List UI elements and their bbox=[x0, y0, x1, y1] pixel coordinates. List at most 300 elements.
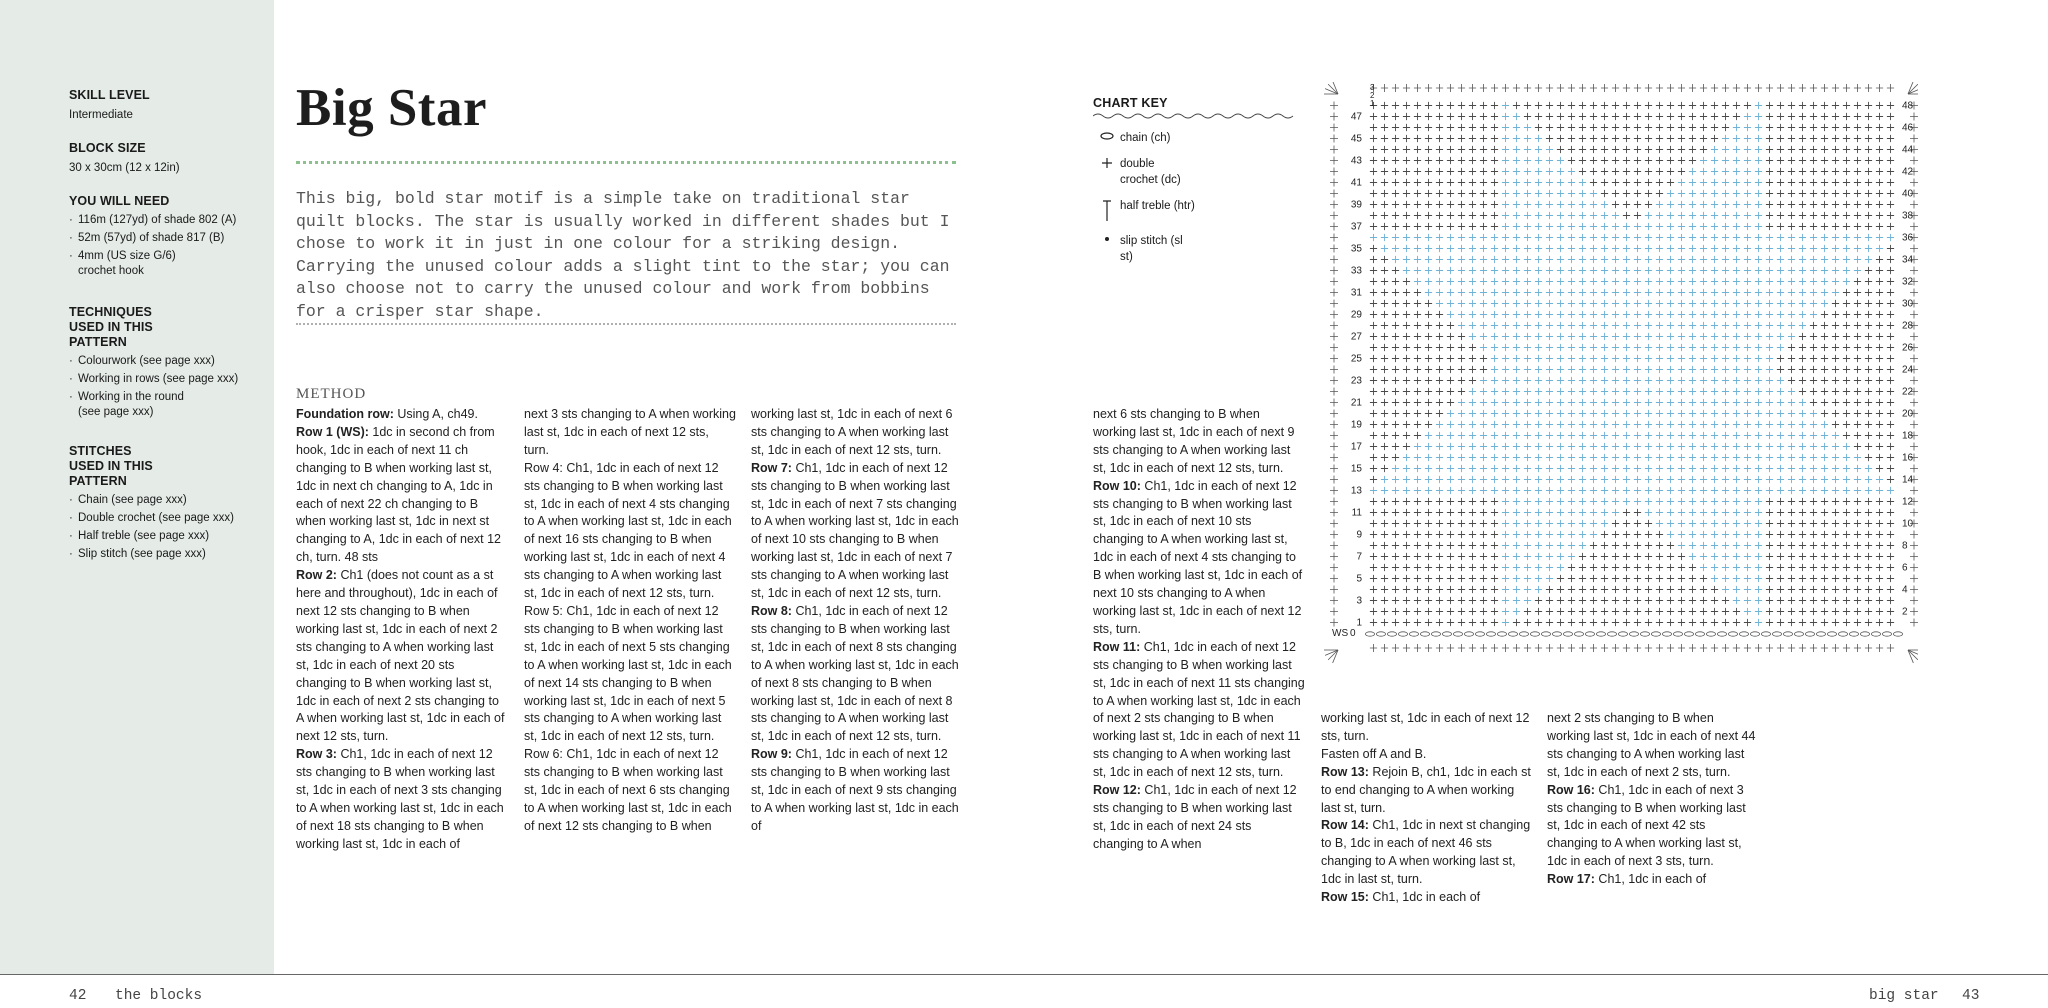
dc-stitch bbox=[1491, 498, 1498, 505]
dc-stitch bbox=[1447, 377, 1454, 384]
dc-stitch bbox=[1711, 135, 1718, 142]
dc-stitch bbox=[1722, 267, 1729, 274]
dc-stitch bbox=[1656, 344, 1663, 351]
dc-stitch bbox=[1678, 432, 1685, 439]
dc-stitch bbox=[1458, 223, 1465, 230]
dc-stitch bbox=[1821, 531, 1828, 538]
dc-stitch bbox=[1744, 410, 1751, 417]
dc-stitch bbox=[1568, 498, 1575, 505]
dc-stitch bbox=[1557, 289, 1564, 296]
dc-stitch bbox=[1513, 311, 1520, 318]
dc-stitch bbox=[1546, 531, 1553, 538]
dc-stitch bbox=[1392, 289, 1399, 296]
dc-stitch bbox=[1755, 465, 1762, 472]
dc-stitch bbox=[1480, 553, 1487, 560]
dc-stitch bbox=[1810, 597, 1817, 604]
dc-stitch bbox=[1370, 509, 1377, 516]
dc-stitch bbox=[1634, 509, 1641, 516]
dc-stitch bbox=[1689, 564, 1696, 571]
border-stitch bbox=[1700, 644, 1707, 652]
dc-stitch bbox=[1854, 542, 1861, 549]
border-stitch bbox=[1910, 586, 1918, 594]
dc-stitch bbox=[1414, 201, 1421, 208]
dc-stitch bbox=[1689, 575, 1696, 582]
dc-stitch bbox=[1755, 542, 1762, 549]
dc-stitch bbox=[1513, 135, 1520, 142]
dc-stitch bbox=[1601, 157, 1608, 164]
dc-stitch bbox=[1744, 157, 1751, 164]
dc-stitch bbox=[1854, 553, 1861, 560]
dc-stitch bbox=[1799, 575, 1806, 582]
dc-stitch bbox=[1513, 179, 1520, 186]
dc-stitch bbox=[1425, 454, 1432, 461]
row-number-left: 45 bbox=[1350, 133, 1362, 145]
dc-stitch bbox=[1865, 377, 1872, 384]
dc-stitch bbox=[1601, 619, 1608, 626]
dc-stitch bbox=[1876, 454, 1883, 461]
dc-stitch bbox=[1887, 366, 1894, 373]
dc-stitch bbox=[1799, 553, 1806, 560]
dc-stitch bbox=[1612, 410, 1619, 417]
dc-stitch bbox=[1623, 300, 1630, 307]
list-item: · 116m (127yd) of shade 802 (A) bbox=[69, 213, 269, 228]
dc-stitch bbox=[1799, 113, 1806, 120]
dc-stitch bbox=[1447, 388, 1454, 395]
dc-stitch bbox=[1557, 223, 1564, 230]
dc-stitch bbox=[1722, 476, 1729, 483]
dc-stitch bbox=[1535, 377, 1542, 384]
dc-stitch bbox=[1887, 234, 1894, 241]
dc-stitch bbox=[1469, 388, 1476, 395]
dc-stitch bbox=[1546, 619, 1553, 626]
dc-stitch bbox=[1843, 542, 1850, 549]
chain-stitch bbox=[1442, 632, 1451, 636]
dc-stitch bbox=[1502, 476, 1509, 483]
border-stitch bbox=[1799, 84, 1806, 92]
dc-stitch bbox=[1722, 157, 1729, 164]
dc-stitch bbox=[1810, 366, 1817, 373]
dc-stitch bbox=[1788, 157, 1795, 164]
dc-stitch bbox=[1887, 256, 1894, 263]
dc-stitch bbox=[1425, 179, 1432, 186]
border-stitch bbox=[1392, 84, 1399, 92]
dc-stitch bbox=[1711, 421, 1718, 428]
border-stitch bbox=[1330, 399, 1338, 407]
dc-stitch bbox=[1865, 124, 1872, 131]
dc-stitch bbox=[1810, 443, 1817, 450]
dc-stitch bbox=[1722, 399, 1729, 406]
dc-stitch bbox=[1590, 443, 1597, 450]
dc-stitch bbox=[1634, 344, 1641, 351]
dc-stitch bbox=[1414, 256, 1421, 263]
dc-stitch bbox=[1601, 344, 1608, 351]
chain-stitch bbox=[1673, 632, 1682, 636]
dc-stitch bbox=[1788, 234, 1795, 241]
dc-stitch bbox=[1436, 564, 1443, 571]
dc-stitch bbox=[1568, 520, 1575, 527]
dc-stitch bbox=[1634, 388, 1641, 395]
dc-stitch bbox=[1843, 344, 1850, 351]
dc-stitch bbox=[1513, 564, 1520, 571]
dc-stitch bbox=[1480, 476, 1487, 483]
dc-stitch bbox=[1689, 608, 1696, 615]
dc-stitch bbox=[1568, 377, 1575, 384]
method-column-3 bbox=[751, 406, 963, 836]
dc-stitch bbox=[1887, 113, 1894, 120]
dc-stitch bbox=[1425, 300, 1432, 307]
dc-stitch bbox=[1887, 157, 1894, 164]
dc-stitch bbox=[1502, 531, 1509, 538]
dc-stitch bbox=[1667, 509, 1674, 516]
dc-stitch bbox=[1876, 344, 1883, 351]
dc-stitch bbox=[1843, 410, 1850, 417]
dc-stitch bbox=[1645, 509, 1652, 516]
dc-stitch bbox=[1414, 311, 1421, 318]
dc-stitch bbox=[1370, 487, 1377, 494]
dc-stitch bbox=[1788, 212, 1795, 219]
dc-stitch bbox=[1755, 564, 1762, 571]
dc-stitch bbox=[1755, 201, 1762, 208]
dc-stitch bbox=[1645, 146, 1652, 153]
dc-stitch bbox=[1865, 113, 1872, 120]
dc-stitch bbox=[1645, 267, 1652, 274]
dc-stitch bbox=[1700, 201, 1707, 208]
dc-stitch bbox=[1821, 289, 1828, 296]
dc-stitch bbox=[1568, 454, 1575, 461]
dc-stitch bbox=[1678, 278, 1685, 285]
dc-stitch bbox=[1700, 157, 1707, 164]
dc-stitch bbox=[1634, 476, 1641, 483]
dc-stitch bbox=[1656, 443, 1663, 450]
dc-stitch bbox=[1788, 465, 1795, 472]
dc-stitch bbox=[1458, 432, 1465, 439]
dc-stitch bbox=[1414, 157, 1421, 164]
dc-stitch bbox=[1502, 278, 1509, 285]
dc-stitch bbox=[1744, 102, 1751, 109]
dc-stitch bbox=[1480, 234, 1487, 241]
dc-stitch bbox=[1601, 366, 1608, 373]
dc-stitch bbox=[1436, 487, 1443, 494]
dc-stitch bbox=[1370, 586, 1377, 593]
dc-stitch bbox=[1832, 322, 1839, 329]
dc-stitch bbox=[1535, 157, 1542, 164]
dc-stitch bbox=[1645, 476, 1652, 483]
key-label: half treble (htr) bbox=[1120, 200, 1195, 212]
dc-stitch bbox=[1832, 498, 1839, 505]
dc-stitch bbox=[1469, 168, 1476, 175]
dc-stitch bbox=[1502, 102, 1509, 109]
dc-stitch bbox=[1678, 146, 1685, 153]
dc-stitch bbox=[1766, 333, 1773, 340]
dc-stitch bbox=[1678, 267, 1685, 274]
dc-stitch bbox=[1392, 487, 1399, 494]
dc-stitch bbox=[1623, 201, 1630, 208]
dc-stitch bbox=[1799, 432, 1806, 439]
dc-stitch bbox=[1458, 190, 1465, 197]
dc-stitch bbox=[1821, 267, 1828, 274]
chain-stitch bbox=[1871, 632, 1880, 636]
row-instructions: Row 6: Ch1, 1dc in each of next 12 sts changing to B when working last st, 1dc in each of next 6 sts changing to A when working last st, 1dc in each of next 12 sts changing to B when bbox=[524, 747, 732, 833]
dc-stitch bbox=[1546, 388, 1553, 395]
dc-stitch bbox=[1810, 421, 1817, 428]
dc-stitch bbox=[1678, 608, 1685, 615]
dc-stitch bbox=[1843, 421, 1850, 428]
dc-stitch bbox=[1458, 465, 1465, 472]
row-instructions: Ch1, 1dc in each of next 12 sts changing to B when working last st, 1dc in each of next 24 sts changing to A when bbox=[1093, 783, 1297, 851]
dc-stitch bbox=[1722, 465, 1729, 472]
dc-stitch bbox=[1788, 509, 1795, 516]
dc-stitch bbox=[1887, 179, 1894, 186]
dc-stitch bbox=[1634, 102, 1641, 109]
dc-stitch bbox=[1821, 124, 1828, 131]
dc-stitch bbox=[1667, 256, 1674, 263]
dc-stitch bbox=[1447, 278, 1454, 285]
dc-stitch bbox=[1502, 366, 1509, 373]
dc-stitch bbox=[1667, 168, 1674, 175]
dc-stitch bbox=[1634, 421, 1641, 428]
dc-stitch bbox=[1623, 190, 1630, 197]
dc-stitch bbox=[1579, 212, 1586, 219]
dc-stitch bbox=[1645, 311, 1652, 318]
row-instructions: 1dc in second ch from hook, 1dc in each of next 11 ch changing to B when working last st, 1dc in next ch changing to A, 1dc in each of next 22 ch changing to B when working last st, 1dc in next st changing to A, 1dc in each of next 12 ch, turn. 48 sts bbox=[296, 424, 502, 565]
dc-stitch bbox=[1744, 564, 1751, 571]
dc-stitch bbox=[1667, 608, 1674, 615]
dc-stitch bbox=[1403, 245, 1410, 252]
border-stitch bbox=[1910, 553, 1918, 561]
dc-stitch bbox=[1843, 201, 1850, 208]
dc-stitch bbox=[1843, 234, 1850, 241]
dc-stitch bbox=[1788, 553, 1795, 560]
dc-stitch bbox=[1502, 399, 1509, 406]
dc-stitch bbox=[1524, 421, 1531, 428]
dc-stitch bbox=[1722, 509, 1729, 516]
dc-stitch bbox=[1590, 531, 1597, 538]
border-stitch bbox=[1330, 377, 1338, 385]
dc-stitch bbox=[1403, 366, 1410, 373]
dc-stitch bbox=[1535, 135, 1542, 142]
dc-stitch bbox=[1755, 322, 1762, 329]
dc-stitch bbox=[1854, 410, 1861, 417]
dc-stitch bbox=[1480, 619, 1487, 626]
dc-stitch bbox=[1513, 124, 1520, 131]
dc-stitch bbox=[1777, 157, 1784, 164]
method-paragraph bbox=[751, 746, 963, 836]
dc-stitch bbox=[1678, 289, 1685, 296]
dc-stitch bbox=[1645, 520, 1652, 527]
chain-stitch bbox=[1431, 632, 1440, 636]
dc-stitch bbox=[1535, 531, 1542, 538]
dc-stitch bbox=[1370, 454, 1377, 461]
dc-stitch bbox=[1480, 135, 1487, 142]
dc-stitch bbox=[1436, 124, 1443, 131]
dc-stitch bbox=[1667, 465, 1674, 472]
dc-stitch bbox=[1557, 245, 1564, 252]
dc-stitch bbox=[1821, 388, 1828, 395]
dc-stitch bbox=[1623, 608, 1630, 615]
dc-stitch bbox=[1678, 476, 1685, 483]
dc-stitch bbox=[1656, 520, 1663, 527]
dc-stitch bbox=[1381, 476, 1388, 483]
dc-stitch bbox=[1689, 465, 1696, 472]
dc-stitch bbox=[1370, 377, 1377, 384]
dc-stitch bbox=[1887, 355, 1894, 362]
dc-stitch bbox=[1414, 322, 1421, 329]
dc-stitch bbox=[1524, 267, 1531, 274]
border-stitch bbox=[1711, 84, 1718, 92]
dc-stitch bbox=[1458, 421, 1465, 428]
dc-stitch bbox=[1480, 465, 1487, 472]
border-stitch bbox=[1623, 644, 1630, 652]
chart-key-heading: CHART KEY bbox=[1093, 96, 1168, 110]
dc-stitch bbox=[1601, 201, 1608, 208]
dc-stitch bbox=[1887, 432, 1894, 439]
border-stitch bbox=[1330, 586, 1338, 594]
dc-stitch bbox=[1744, 421, 1751, 428]
dc-stitch bbox=[1832, 388, 1839, 395]
dc-stitch bbox=[1414, 289, 1421, 296]
dc-stitch bbox=[1557, 333, 1564, 340]
dc-stitch bbox=[1799, 300, 1806, 307]
dc-stitch bbox=[1865, 135, 1872, 142]
dc-stitch bbox=[1711, 311, 1718, 318]
dc-stitch bbox=[1832, 619, 1839, 626]
dc-stitch bbox=[1469, 454, 1476, 461]
dc-stitch bbox=[1645, 410, 1652, 417]
dc-stitch bbox=[1502, 245, 1509, 252]
dc-stitch bbox=[1568, 531, 1575, 538]
dc-stitch bbox=[1788, 608, 1795, 615]
dc-stitch bbox=[1865, 256, 1872, 263]
dc-stitch bbox=[1623, 168, 1630, 175]
dc-stitch bbox=[1502, 410, 1509, 417]
dc-stitch bbox=[1876, 256, 1883, 263]
dc-stitch bbox=[1535, 575, 1542, 582]
border-stitch bbox=[1502, 84, 1509, 92]
dc-stitch bbox=[1854, 531, 1861, 538]
row-number-right: 28 bbox=[1902, 320, 1914, 332]
dc-stitch bbox=[1546, 564, 1553, 571]
dc-stitch bbox=[1887, 333, 1894, 340]
dc-stitch bbox=[1491, 454, 1498, 461]
dc-stitch bbox=[1843, 586, 1850, 593]
dc-stitch bbox=[1458, 564, 1465, 571]
dc-stitch bbox=[1843, 311, 1850, 318]
dc-stitch bbox=[1546, 487, 1553, 494]
dc-stitch bbox=[1535, 410, 1542, 417]
dc-stitch bbox=[1579, 542, 1586, 549]
dc-stitch bbox=[1612, 399, 1619, 406]
dc-stitch bbox=[1777, 333, 1784, 340]
dc-stitch bbox=[1821, 256, 1828, 263]
dc-stitch bbox=[1766, 256, 1773, 263]
dc-stitch bbox=[1403, 520, 1410, 527]
dc-stitch bbox=[1656, 190, 1663, 197]
dc-stitch bbox=[1579, 289, 1586, 296]
dc-stitch bbox=[1887, 102, 1894, 109]
dc-stitch bbox=[1623, 289, 1630, 296]
dc-stitch bbox=[1843, 179, 1850, 186]
dc-stitch bbox=[1678, 619, 1685, 626]
row-instructions: Ch1 (does not count as a st here and throughout), 1dc in each of next 12 sts changing to B when working last st, 1dc in each of next 2 sts changing to A when working last st, 1dc in each of next 20 sts changing to B when working last st, 1dc in each of next 2 sts changing to A when working last st, 1dc in each of next 12 sts, turn. bbox=[296, 568, 505, 744]
border-stitch bbox=[1910, 531, 1918, 539]
dc-stitch bbox=[1799, 520, 1806, 527]
border-stitch bbox=[1910, 564, 1918, 572]
dc-stitch bbox=[1821, 399, 1828, 406]
dc-stitch bbox=[1843, 102, 1850, 109]
dc-stitch bbox=[1744, 223, 1751, 230]
row-instructions: working last st, 1dc in each of next 6 sts changing to A when working last st, 1dc in each of next 12 sts, turn. bbox=[751, 407, 953, 457]
dc-stitch bbox=[1821, 608, 1828, 615]
border-stitch bbox=[1330, 256, 1338, 264]
dc-stitch bbox=[1535, 256, 1542, 263]
border-stitch bbox=[1546, 644, 1553, 652]
dc-stitch bbox=[1722, 410, 1729, 417]
dc-stitch bbox=[1667, 432, 1674, 439]
dc-stitch bbox=[1865, 487, 1872, 494]
sidebar bbox=[0, 0, 274, 974]
dc-stitch bbox=[1502, 575, 1509, 582]
dc-stitch bbox=[1403, 289, 1410, 296]
dc-stitch bbox=[1678, 256, 1685, 263]
dc-stitch bbox=[1722, 520, 1729, 527]
dc-stitch bbox=[1590, 509, 1597, 516]
dc-stitch bbox=[1865, 520, 1872, 527]
dc-stitch bbox=[1447, 245, 1454, 252]
chain-stitch bbox=[1508, 632, 1517, 636]
dc-stitch bbox=[1623, 597, 1630, 604]
border-stitch bbox=[1381, 644, 1388, 652]
dc-stitch bbox=[1513, 476, 1520, 483]
dc-stitch bbox=[1524, 278, 1531, 285]
dc-stitch bbox=[1502, 421, 1509, 428]
border-stitch bbox=[1513, 84, 1520, 92]
dc-stitch bbox=[1667, 245, 1674, 252]
row-number-left: 29 bbox=[1350, 309, 1362, 321]
dc-stitch bbox=[1546, 146, 1553, 153]
dc-stitch bbox=[1469, 586, 1476, 593]
dc-stitch bbox=[1590, 498, 1597, 505]
dc-stitch bbox=[1557, 487, 1564, 494]
dc-stitch bbox=[1414, 553, 1421, 560]
dc-stitch bbox=[1513, 333, 1520, 340]
dc-stitch bbox=[1546, 410, 1553, 417]
dc-stitch bbox=[1436, 432, 1443, 439]
dc-stitch bbox=[1876, 102, 1883, 109]
dc-stitch bbox=[1579, 300, 1586, 307]
dc-stitch bbox=[1403, 443, 1410, 450]
dc-stitch bbox=[1480, 311, 1487, 318]
dc-stitch bbox=[1766, 421, 1773, 428]
green-dotted-divider bbox=[296, 161, 956, 164]
dc-stitch bbox=[1491, 487, 1498, 494]
dc-stitch bbox=[1601, 289, 1608, 296]
dc-stitch bbox=[1711, 542, 1718, 549]
dc-stitch bbox=[1843, 377, 1850, 384]
dc-stitch bbox=[1777, 267, 1784, 274]
dc-stitch bbox=[1370, 333, 1377, 340]
dc-stitch bbox=[1810, 267, 1817, 274]
dc-stitch bbox=[1568, 289, 1575, 296]
dc-stitch bbox=[1733, 278, 1740, 285]
dc-stitch bbox=[1590, 102, 1597, 109]
border-stitch bbox=[1330, 509, 1338, 517]
dc-stitch bbox=[1557, 267, 1564, 274]
dc-stitch bbox=[1854, 443, 1861, 450]
chain-stitch bbox=[1629, 632, 1638, 636]
dc-stitch bbox=[1689, 256, 1696, 263]
chain-stitch bbox=[1475, 632, 1484, 636]
dc-stitch bbox=[1722, 168, 1729, 175]
